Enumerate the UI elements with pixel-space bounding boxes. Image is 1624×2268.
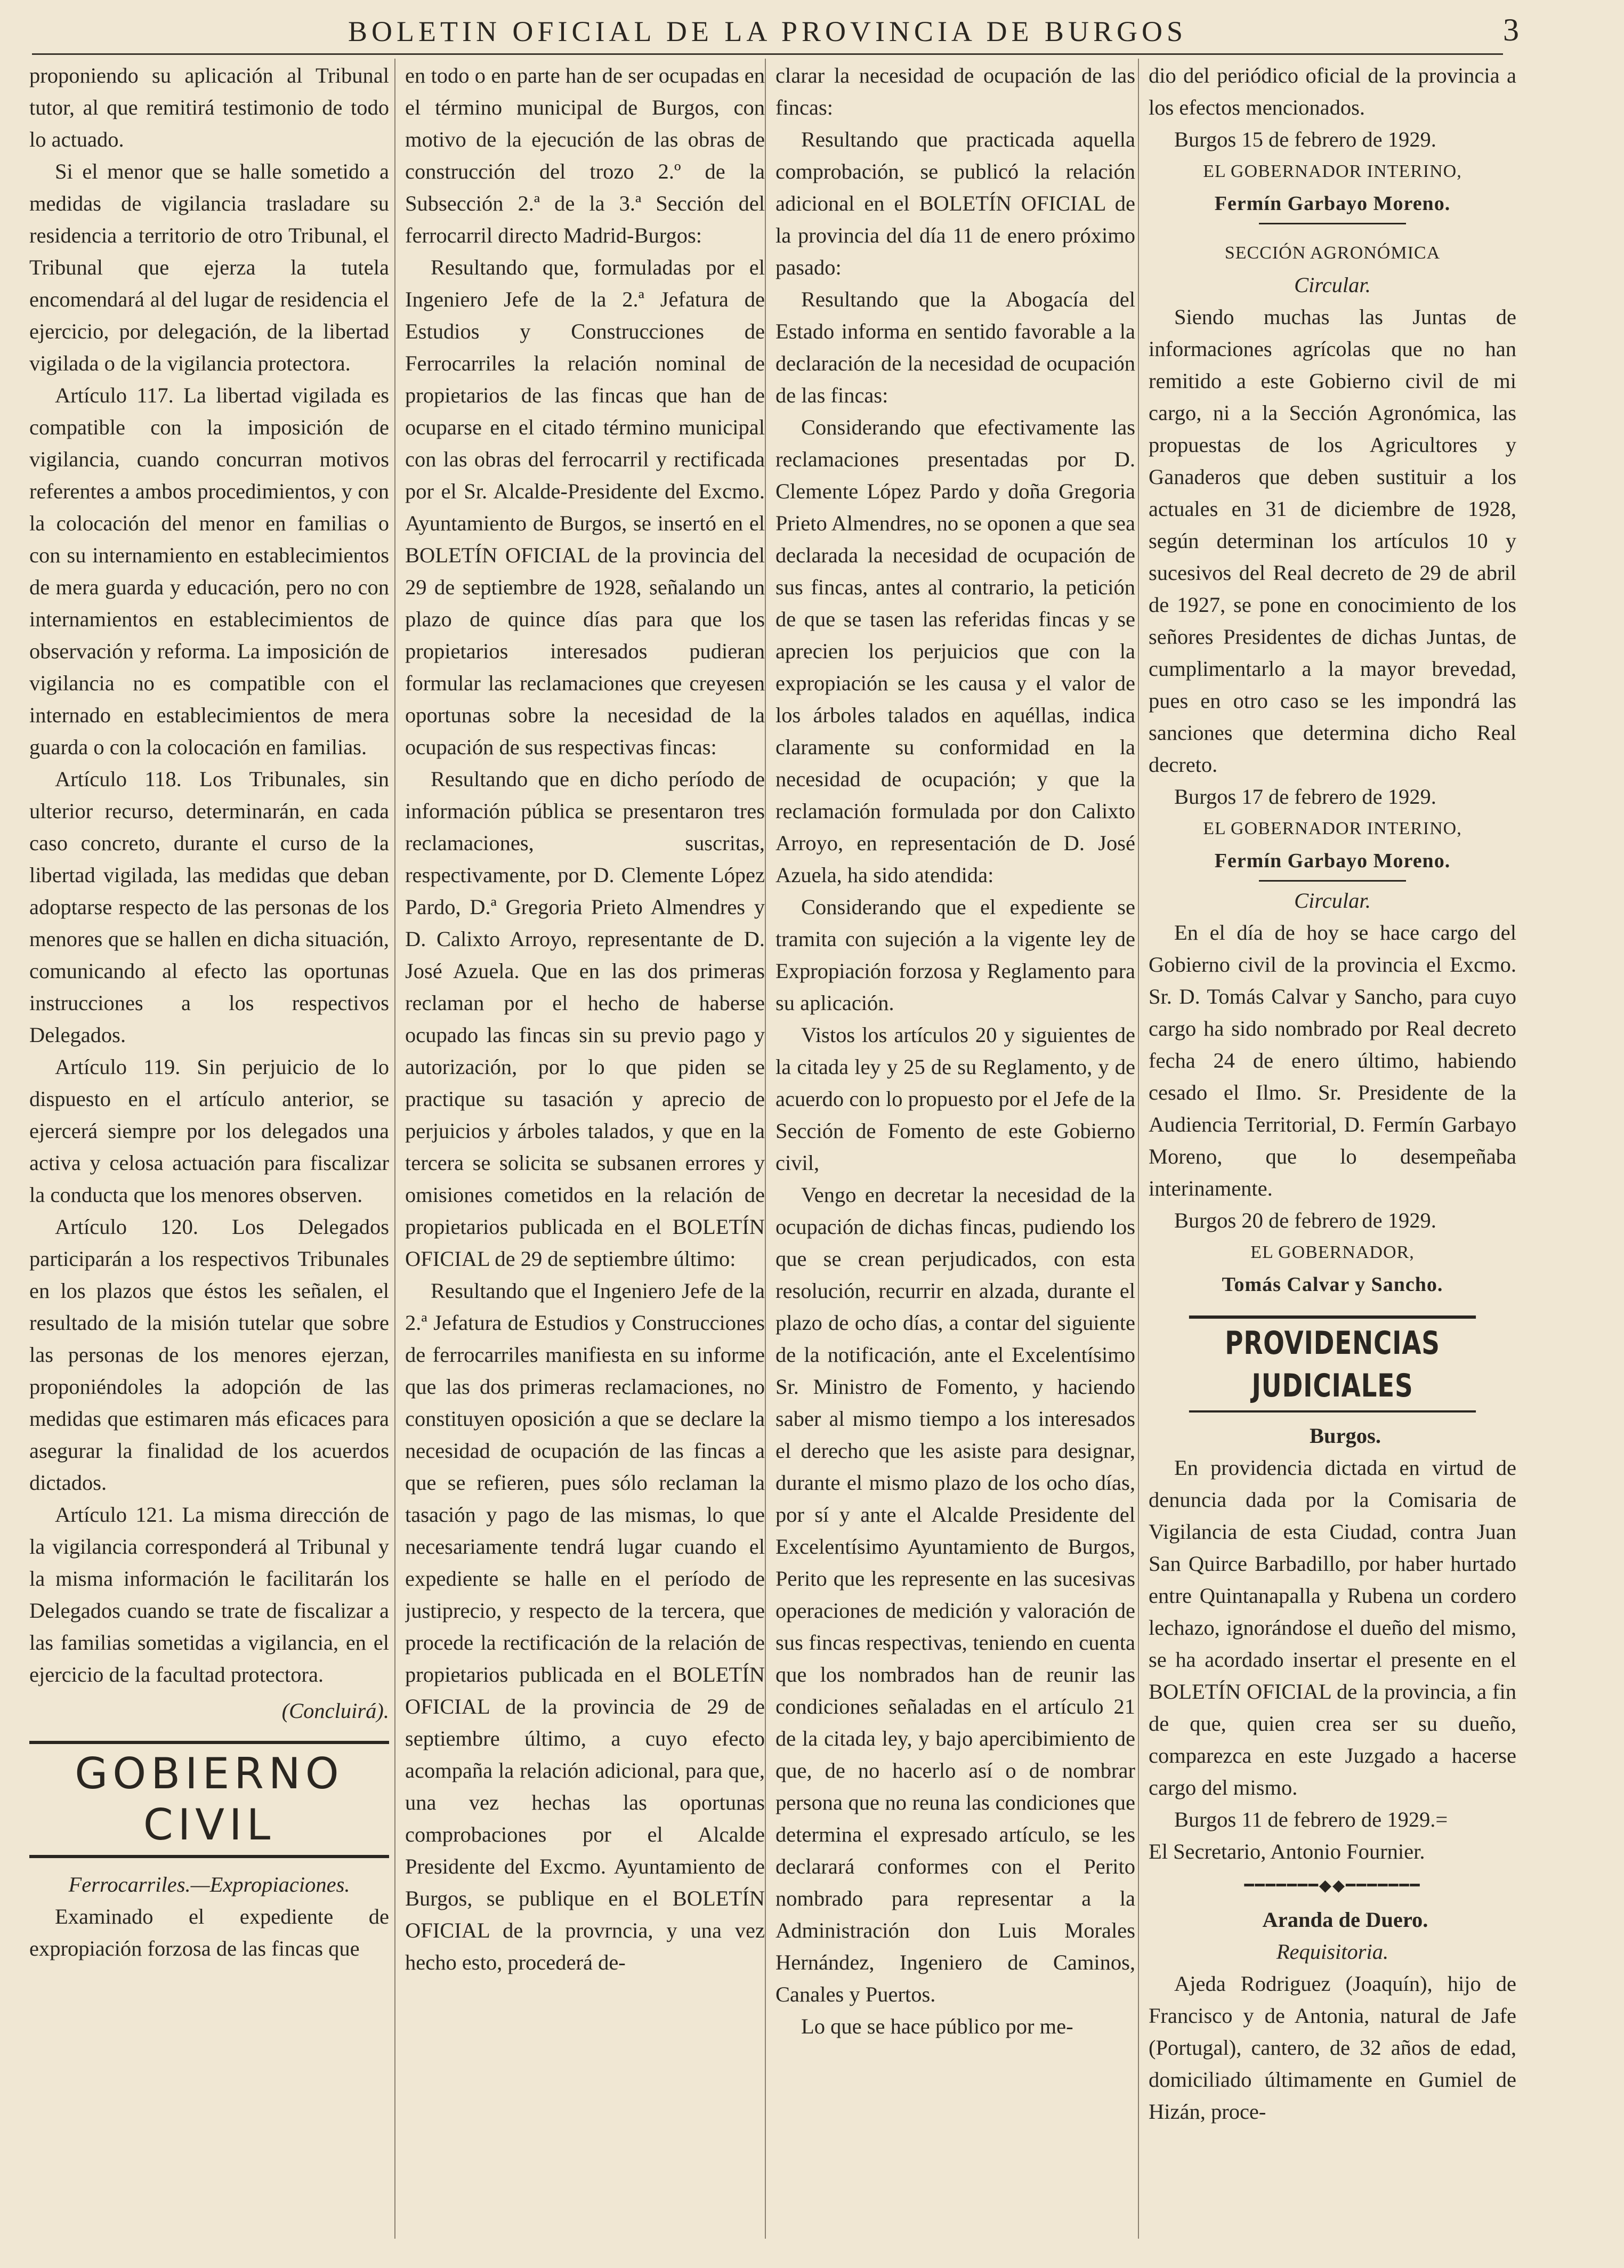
paragraph: dio del periódico oficial de la provincia a los efectos mencionados. [1149, 63, 1516, 119]
divider [1259, 223, 1406, 224]
paragraph: Resultando que el Ingeniero Jefe de la 2.ª Jefatura de Estudios y Construcciones de ferrocarriles manifiesta en su informe que las dos primeras reclamaciones, no constituyen oposición a que se declare la necesidad de ocupación de las fincas a que se refieren, pues sólo reclaman la tasación y pago de las mismas, lo que necesariamente tendrá lugar cuando el expediente se halle en el período de justiprecio, y respecto de la tercera, que procede la rectificación de la relación de propietarios publicada en el BOLETÍN OFICIAL de la provincia de 29 de septiembre último, a cuyo efecto acompaña la relación adicional, para que, una vez hechas las oportunas comprobaciones por el Alcalde Presidente del Excmo. Ayuntamiento de Burgos, se publique en el BOLETÍN OFICIAL de la provrncia, y una vez hecho esto, procederá de- [405, 1279, 765, 1974]
signature: Fermín Garbayo Moreno. [1214, 850, 1451, 872]
date-line: Burgos 11 de febrero de 1929.= [1174, 1807, 1448, 1831]
signatory-role: EL GOBERNADOR, [1250, 1242, 1415, 1262]
column-rule [1138, 59, 1139, 2239]
paragraph: Ajeda Rodriguez (Joaquín), hijo de Francisco y de Antonia, natural de Jafe (Portugal), cantero, de 32 años de edad, domiciliado últimamente en Gumiel de Hizán, proce- [1149, 1972, 1516, 2124]
column-4 [1149, 60, 1516, 2234]
column-rule [765, 59, 766, 2239]
signatory-role: EL GOBERNADOR INTERINO, [1203, 819, 1462, 838]
section-title-providencias: PROVIDENCIAS JUDICIALES [1189, 1315, 1476, 1413]
section-title-gobierno-civil: GOBIERNO CIVIL [29, 1741, 389, 1858]
circular-heading: Circular. [1294, 889, 1371, 913]
paragraph: Resultando que la Abogacía del Estado informa en sentido favorable a la declaración de la necesidad de ocupación de las fincas: [775, 287, 1135, 407]
paragraph: Considerando que el expediente se tramita con sujeción a la vigente ley de Expropiación forzosa y Reglamento para su aplicación. [775, 895, 1135, 1015]
location-heading: Aranda de Duero. [1262, 1908, 1428, 1932]
column-3 [775, 60, 1135, 2234]
column-2 [405, 60, 765, 2234]
paragraph: Considerando que efectivamente las reclamaciones presentadas por D. Clemente López Pardo y doña Gregoria Prieto Almendres, no se oponen a que sea declarada la necesidad de ocupación de sus fincas, antes al contrario, la petición de que se tasen las referidas fincas y se aprecien los perjuicios que con la expropiación se les causa y el valor de los árboles talados en aquéllas, indica claramente su conformidad en la necesidad de ocupación; y que la reclamación formulada por don Calixto Arroyo, en representación de D. José Azuela, ha sido atendida: [775, 415, 1135, 887]
paragraph: Si el menor que se halle sometido a medidas de vigilancia trasladare su residencia a territorio de otro Tribunal, el Tribunal que ejerza la tutela encomendará al del lugar de residencia el ejercicio, por delegación, de la libertad vigilada o de la vigilancia protectora. [29, 159, 389, 375]
article-121: Artículo 121. La misma dirección de la vigilancia corresponderá al Tribunal y la misma información le facilitarán los Delegados cuando se trate de fiscalizar a las familias sometidas a vigilancia, en el ejercicio de la facultad protectora. [29, 1503, 389, 1686]
ornament-divider: ━━━━━━━◆◆━━━━━━━ [1244, 1877, 1421, 1894]
paragraph: clarar la necesidad de ocupación de las fincas: [775, 63, 1135, 119]
article-119: Artículo 119. Sin perjuicio de lo dispuesto en el artículo anterior, se ejercerá siempre por los delegados una activa y celosa actuación para fiscalizar la conducta que los menores observen. [29, 1055, 389, 1207]
newspaper-title: BOLETIN OFICIAL DE LA PROVINCIA DE BURGOS [348, 15, 1187, 47]
column-rule [394, 59, 395, 2239]
paragraph: Vistos los artículos 20 y siguientes de la citada ley y 25 de su Reglamento, y de acuerdo con lo propuesto por el Jefe de la Sección de Fomento de este Gobierno civil, [775, 1023, 1135, 1175]
paragraph: Vengo en decretar la necesidad de la ocupación de dichas fincas, pudiendo los que se crean perjudicados, con esta resolución, recurrir en alzada, durante el plazo de ocho días, a contar del siguiente de la notificación, ante el Excelentísimo Sr. Ministro de Fomento, y haciendo saber al mismo tiempo a los interesados el derecho que les asiste para designar, durante el mismo plazo de los ocho días, por sí y ante el Alcalde Presidente del Excelentísimo Ayuntamiento de Burgos, Perito que les represente en las sucesivas operaciones de medición y valoración de sus fincas respectivas, teniendo en cuenta que los nombrados han de reunir las condiciones señaladas en el artículo 21 de la citada ley, y bajo apercibimiento de que, de no hacerlo así o de nombrar persona que no reuna las condiciones que determina el expresado artículo, se les declarará conformes con el Perito nombrado para representar a la Administración don Luis Morales Hernández, Ingeniero de Caminos, Canales y Puertos. [775, 1183, 1135, 2006]
paragraph: En el día de hoy se hace cargo del Gobierno civil de la provincia el Excmo. Sr. D. Tomás Calvar y Sancho, para cuyo cargo ha sido nombrado por Real decreto fecha 24 de enero último, habiendo cesado el Ilmo. Sr. Presidente de la Audiencia Territorial, D. Fermín Garbayo Moreno, que lo desempeñaba interinamente. [1149, 921, 1516, 1200]
column-1 [29, 60, 389, 2234]
paragraph: Siendo muchas las Juntas de informaciones agrícolas que no han remitido a este Gobierno civil de mi cargo, ni a la Sección Agronómica, las propuestas de los Agricultores y Ganaderos que deben sustituir a los actuales en 31 de diciembre de 1928, según determinan los artículos 10 y sucesivos del Real decreto de 29 de abril de 1927, se pone en conocimiento de los señores Presidentes de dichas Juntas, de cumplimentarlo a la mayor brevedad, pues en otro caso se les impondrá las sanciones que determina dicho Real decreto. [1149, 305, 1516, 777]
paragraph: Resultando que, formuladas por el Ingeniero Jefe de la 2.ª Jefatura de Estudios y Construcciones de Ferrocarriles la relación nominal de propietarios de las fincas que han de ocuparse en el citado término municipal con las obras del ferrocarril y rectificada por el Sr. Alcalde-Presidente del Excmo. Ayuntamiento de Burgos, se insertó en el BOLETÍN OFICIAL de la provincia del 29 de septiembre de 1928, señalando un plazo de quince días para que los propietarios interesados pudieran formular las reclamaciones que creyesen oportunas sobre la necesidad de la ocupación de sus respectivas fincas: [405, 255, 765, 759]
requisitoria-heading: Requisitoria. [1276, 1940, 1389, 1964]
circular-heading: Circular. [1294, 273, 1371, 297]
signature: Fermín Garbayo Moreno. [1214, 192, 1451, 215]
paragraph: Resultando que practicada aquella comprobación, se publicó la relación adicional en el BOLETÍN OFICIAL de la provincia del día 11 de enero próximo pasado: [775, 127, 1135, 279]
signature: Tomás Calvar y Sancho. [1222, 1273, 1443, 1296]
date-line: Burgos 15 de febrero de 1929. [1174, 127, 1436, 151]
paragraph: En providencia dictada en virtud de denuncia dada por la Comisaria de Vigilancia de esta Ciudad, contra Juan San Quirce Barbadillo, por haber hurtado entre Quintanapalla y Rubena un cordero lechazo, ignorándose el dueño del mismo, se ha acordado insertar el presente en el BOLETÍN OFICIAL de la provincia, a fin de que, quien crea ser su dueño, comparezca en este Juzgado a hacerse cargo del mismo. [1149, 1456, 1516, 1799]
secretary-line: El Secretario, Antonio Fournier. [1149, 1839, 1425, 1863]
concluira-note: (Concluirá). [281, 1699, 389, 1723]
paragraph: Examinado el expediente de expropiación forzosa de las fincas que [29, 1904, 389, 1960]
article-117: Artículo 117. La libertad vigilada es compatible con la imposición de vigilancia, cuando concurran motivos referentes a ambos procedimientos, y con la colocación del menor en familias o con su internamiento en establecimientos de mera guarda y educación, pero no con internamientos en establecimientos de observación y reforma. La imposición de vigilancia no es compatible con el internado en establecimientos de mera guarda o con la colocación en familias. [29, 383, 389, 759]
date-line: Burgos 17 de febrero de 1929. [1174, 785, 1436, 809]
article-120: Artículo 120. Los Delegados participarán a los respectivos Tribunales en los plazos que éstos les señalen, el resultado de la misión tutelar que sobre las personas de los menores ejerzan, proponiéndoles la adopción de las medidas que estimaren más eficaces para asegurar la finalidad de los acuerdos dictados. [29, 1215, 389, 1495]
paragraph: en todo o en parte han de ser ocupadas en el término municipal de Burgos, con motivo de la ejecución de las obras de construcción del trozo 2.º de la Subsección 2.ª de la 3.ª Sección del ferrocarril directo Madrid-Burgos: [405, 63, 765, 247]
paragraph: Resultando que en dicho período de información pública se presentaron tres reclamaciones, suscritas, respectivamente, por D. Clemente López Pardo, D.ª Gregoria Prieto Almendres y D. Calixto Arroyo, representante de D. José Azuela. Que en las dos primeras reclaman por el hecho de haberse ocupado las fincas sin su previo pago y autorización, por lo que piden se practique su tasación y aprecio de perjuicios y árboles talados, y que en la tercera se solicita se subsanen errores y omisiones cometidos en la relación de propietarios publicada en el BOLETÍN OFICIAL de 29 de septiembre último: [405, 767, 765, 1271]
paragraph: proponiendo su aplicación al Tribunal tutor, al que remitirá testimonio de todo lo actuado. [29, 63, 389, 151]
location-heading: Burgos. [1310, 1424, 1381, 1448]
section-subtitle: Ferrocarriles.—Expropiaciones. [68, 1872, 350, 1896]
article-118: Artículo 118. Los Tribunales, sin ulterior recurso, determinarán, en cada caso concreto, durante el curso de la libertad vigilada, las medidas que deban adoptarse respecto de las personas de los menores que se hallen en dicha situación, comunicando al efecto las oportunas instrucciones a los respectivos Delegados. [29, 767, 389, 1047]
divider [1259, 880, 1406, 882]
page-header [32, 7, 1519, 55]
signatory-role: EL GOBERNADOR INTERINO, [1203, 162, 1462, 181]
paragraph: Lo que se hace público por me- [801, 2014, 1073, 2038]
section-label: SECCIÓN AGRONÓMICA [1224, 243, 1441, 263]
date-line: Burgos 20 de febrero de 1929. [1174, 1208, 1436, 1232]
page-number: 3 [1503, 12, 1519, 47]
